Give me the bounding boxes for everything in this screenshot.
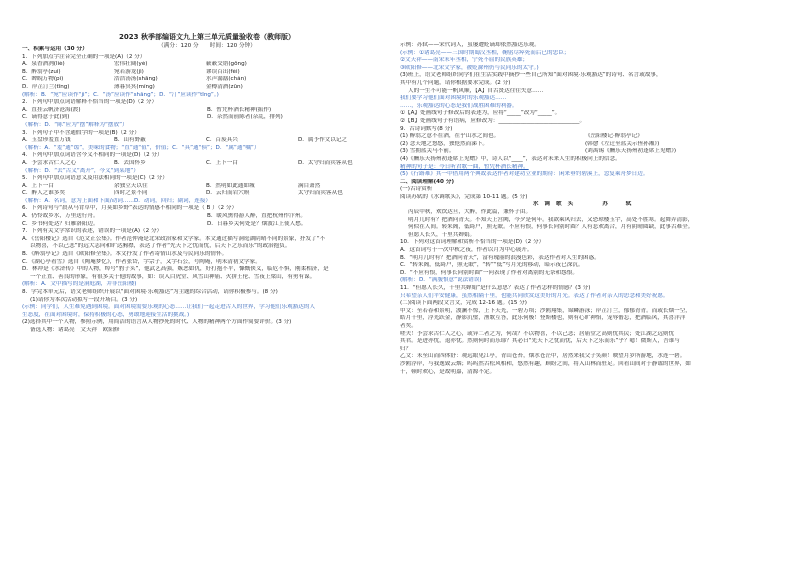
- option-row: [400, 141, 770, 149]
- text-line: 但愿人长久，千里共婵娟。: [408, 231, 476, 238]
- text-line: C．《湖心亭看雪》选自《陶庵梦忆》，作者张岱，字宗子，又字石公，号陶庵，明末清初文学家。: [22, 258, 261, 265]
- text-line: ①【A】处画线句子修改后的表述为，应将“_____”改为“_____”。: [400, 110, 561, 117]
- option-text: (韩愈《左迁至蓝关示侄孙湘》): [585, 140, 660, 147]
- option-text: 薄暮冥冥(míng): [114, 83, 155, 90]
- text-line: A．《岳阳楼记》选自《范文正公集》。作者范仲淹是北宋政治家和文学家。本文通过描写洞庭湖阴晴不同的景象，抒发了“不: [22, 235, 326, 242]
- option-text: 簌簌交错(gōng): [206, 61, 247, 68]
- text-line: 8．学完本单元后，语文老师组织开展以“面对困境·乐观豁达”为主题的综合活动，请你积极参与。(8 分): [22, 289, 278, 295]
- option-text: B．然明如此通如城: [206, 182, 255, 189]
- text-line: 9．古诗词默写(8 分): [400, 125, 453, 132]
- option-text: D．云归而岩穴暝: [206, 190, 250, 197]
- option-text: C．睥睨万物(pì): [22, 76, 64, 83]
- option-text: B．去国怀乡: [114, 159, 146, 166]
- option-text: 谬误百出(fèi): [206, 68, 240, 75]
- text-line: 5．下列句中加点词语意义及用法相同的一项是(C)（2 分）: [22, 175, 168, 182]
- text-line: 其君。是进亦忧，退亦忧。然则何时而乐耶？其必曰“先天下之忧而忧，后天下之乐而乐”乎？噫！微斯人，吾谁与: [400, 338, 680, 345]
- text-line: 精神的句子是：今日听君歌一曲，暂凭杯酒长精神。: [400, 163, 529, 170]
- text-line: D．林冲是《水浒传》中的人物，绰号“豹子头”，他武艺高强，嫉恶如仇，好打抱不平，慷慨侠义，临危不惧，刚柔相济，是: [22, 266, 329, 273]
- text-line: 示例：苏轼——宋代词人，虽屡遭贬谪却依然豁达乐观。: [400, 42, 540, 48]
- text-line: （解析：D．“去”古义“离开”，今义“到某地”）: [22, 167, 139, 174]
- option-text: D．杂然而前陈者(杂乱，排列): [207, 114, 283, 121]
- option-row: [22, 114, 392, 122]
- text-line: B．《醉翁亭记》选自《欧阳修全集》。本文抒发了作者寄情山水及与民同乐的情怀。: [22, 251, 228, 258]
- option-text: B．山有野蔽: [114, 137, 146, 144]
- text-line: C．“转朱阁，低绮户，照无眠”，“转”“低”写月光的移动，暗示夜已深沉。: [400, 262, 584, 269]
- option-text: (3) 雪拥蓝关马不前。: [400, 148, 455, 155]
- text-line: D．“不应有恨，何事长向别时圆”一问表现了作者对离别的无奈和怨恨。: [400, 269, 578, 276]
- option-row: [400, 133, 770, 141]
- option-text: A．上下一白: [22, 182, 54, 189]
- text-line: 归？: [400, 345, 412, 352]
- text-line: ②【B】处画线句子有语病，应修改为：_____________________________。: [400, 117, 586, 124]
- text-line: 明月几时有？把酒问青天。不知天上宫阙，今夕是何年。我欲乘风归去，又恐琼楼玉宇，高处不胜寒。起舞弄清影，: [408, 216, 694, 223]
- option-text: C．乡书何处达？归雁洛阳边。: [22, 220, 99, 227]
- text-line: ③欧阳修——北宋文学家，被贬滁州仍与民同乐的太守。): [400, 64, 539, 71]
- option-text: 太守归而宾客从也: [298, 190, 343, 197]
- text-line: 阅读苏轼的《水调歌头》，完成第 10-11 题。(5 分): [400, 193, 528, 200]
- page-subtitle: （满分：120 分 时间：120 分钟）: [158, 43, 256, 49]
- option-row: [22, 61, 392, 69]
- option-text: A．予尝求古仁人之心: [22, 159, 77, 166]
- text-line: 7．下列有关文学常识的表述，错误的一项是(A)（2 分）: [22, 228, 163, 235]
- option-text: 满目萧然: [298, 182, 321, 189]
- text-line: (解析：D．“满腹恨意”说法错误): [400, 277, 482, 284]
- text-line: 何似在人间。转朱阁，低绮户，照无眠。不应有恨，何事长向别时圆？人有悲欢离合，月有阴晴圆缺，此事古难全。: [408, 224, 694, 231]
- text-line: （解析：A．“羞”通“馐”，美味的食物；“直”通“值”，价值；C．“具”通“俱”；D．“属”通“嘱”）: [22, 144, 260, 151]
- option-text: 宛若游龙(jì): [114, 68, 144, 75]
- text-line: 生态度，在面对困境时，保持积极的心态，勇敢地迎接生活的挑战。): [22, 311, 190, 318]
- option-text: 四时之景不同: [114, 190, 148, 197]
- text-line: 水调歌头 苏 轼: [532, 201, 638, 208]
- option-text: (刘禹锡《酬乐天扬州初逢席上见赠》): [585, 148, 677, 155]
- text-line: 11．“但愿人长久，千里共婵娟”是什么意思？表达了作者怎样的情感？(3 分): [400, 285, 591, 291]
- text-line: (1)请你为本次活动拟写一段开场白。(3 分): [30, 296, 138, 303]
- option-text: C．醉人之谁多矣: [22, 190, 66, 197]
- text-line: ②文天祥——南宋末年丞相，宁死不屈的民族英雄；: [400, 57, 529, 64]
- text-line: 其中有几个问题，请你根据要求完成。(2 分): [400, 79, 511, 86]
- text-line: 丙辰中秋，欢饮达旦，大醉，作此篇，兼怀子由。: [408, 209, 532, 216]
- option-text: 宏伟壮阔(yè): [114, 61, 148, 68]
- option-row: [22, 213, 392, 221]
- text-line: 备选人物：诸葛亮 文天祥 欧阳修: [30, 326, 120, 333]
- text-line: 皓月千里，浮光跃金，静影沉璧，渔歌互答，此乐何极！登斯楼也，则有心旷神怡，宠辱偕忘，把酒临风，其喜洋洋: [400, 315, 686, 322]
- option-text: B．醉翁亭(zuì): [22, 68, 61, 75]
- option-text: 《岳阳楼记·醉翁亭记》: [585, 133, 643, 140]
- text-line: (4)《酬乐天扬州初逢席上见赠》中，诗人以“____”，表达对未来人生的积极向上的信念。: [400, 155, 621, 162]
- text-line: 沙鸥浮岸，与我逸致云烟；呜呜然古松风相和，悠然有趣，顾盼之间，将入山林而驻足。回看山间对于静谧的世界，如: [400, 360, 691, 367]
- option-text: A．泉香酒洌(liè): [22, 61, 65, 68]
- text-line: B．“明月几时有？把酒问青天”，富有瑰丽的浪漫色彩，表达作者对人生的困惑。: [400, 254, 600, 261]
- text-line: 人的一生不可能一帆风顺，【A】自古贤达往往失意……: [408, 87, 544, 94]
- option-row: [400, 148, 770, 156]
- option-text: B．暖风熏得游人醉，直把杭州作汴州。: [207, 213, 306, 220]
- text-line: ……，乐观豁达的心态是我们战胜困难的利器。: [400, 102, 518, 109]
- text-line: (5)《行路难》其一中借用两个典故表达作者对建功立业的期待：闲来垂钓碧溪上，忽复乘舟梦日边。: [400, 171, 649, 178]
- option-text: (1) 醉翁之意不在酒，在乎山水之间也。: [400, 133, 500, 140]
- text-line: 只希望亲人们平安健康，虽然相隔千里，也能共同欣赏这美好的月光。表达了作者对亲人的思念和美好祝愿。: [400, 292, 669, 299]
- text-line: (示例：①诸葛亮——三国时期蜀汉丞相，鞠躬尽瘁死而后已的忠臣；: [400, 49, 570, 56]
- text-line: (解析：B．“宛”应读作“jì”；C．“汤”应读作“shāng”；D．“汀”应读作“tīng”。): [22, 91, 219, 98]
- text-line: 6．下列诗句与“晨从马背草中，月莫如乡野”表达的情感不相同的一项是（ B ）（2 分）: [22, 205, 238, 212]
- option-text: 浩浩汤汤(shāng): [114, 76, 158, 83]
- text-line: 者矣。: [400, 322, 417, 329]
- option-row: [22, 221, 392, 229]
- text-line: 我们要学习他们面对困境时的乐观豁达……: [400, 95, 507, 102]
- text-line: (一)古诗赏析: [400, 186, 433, 193]
- option-row: [22, 107, 392, 115]
- text-line: 乙文：未至山而四体舒：观远眼见江亭，青山苍苔，烟水苍茫中，居然来我父子笑颜！映望月岁所游地，水连一碧。: [400, 353, 686, 360]
- text-line: 1．下列加点字注音完全正确的一项是(A)（2 分）: [22, 53, 146, 60]
- section-heading: 二、阅读理解(40 分): [400, 178, 455, 185]
- text-line: 4．下列句中加点词语含今义不相同的一项是(D)（2 分）: [22, 152, 163, 159]
- option-text: C．谪得意于此(到): [22, 114, 70, 121]
- text-line: 2．下列句中加点词语解释不恰当的一项是(D)（2 分）: [22, 99, 158, 106]
- text-line: (解析：A．文中描写的是洞庭湖，并非岳阳楼): [22, 281, 137, 288]
- right-column: [400, 42, 770, 376]
- option-row: [22, 84, 392, 92]
- text-line: A．这首词写于一次中秋之夜，作者以月为中心展开。: [400, 247, 533, 254]
- option-row: [22, 69, 392, 77]
- option-text: C．百废具兴: [206, 137, 238, 144]
- option-text: D．日暮乡关何处是？烟波江上使人愁。: [207, 220, 307, 227]
- option-row: [22, 183, 392, 191]
- option-text: 水声潺潺(chán): [206, 76, 247, 83]
- text-line: 一个正直、善良的形象，有很多关于他的故事，如：误入白虎堂、风雪山神庙、火拼王伦、雪夜上梁山，有勇有谋。: [30, 273, 316, 280]
- page-title: 2023 秋季部编语文九上第三单元质量验收卷（教师版）: [119, 33, 295, 41]
- option-row: [22, 137, 392, 145]
- text-line: 以物喜，不以己悲”的远大志向和旷达胸襟，表达了作者“先天下之忧而忧，后天下之乐而乐”的政治抱负。: [30, 243, 291, 250]
- text-line: (二)阅读下面两段文言文，完成 12-16 题。(15 分): [400, 300, 527, 307]
- text-line: （解析：A．名词，意为上面和下面/动词……D．动词，回归；副词，连接）: [22, 197, 212, 204]
- option-text: D．太守归而宾客从也: [298, 159, 353, 166]
- option-text: 余独立天以往: [114, 182, 148, 189]
- option-text: D．属予作文以记之: [298, 137, 348, 144]
- text-line: 嗟夫！予尝求古仁人之心，或异二者之为，何哉？不以物喜，不以己悲；居庙堂之高则忧其民；处江湖之远则忧: [400, 330, 675, 337]
- option-text: A．玉盘珍羞直万钱: [22, 137, 71, 144]
- option-row: [22, 160, 392, 168]
- option-text: 金樽清酒(zūn): [206, 83, 243, 90]
- option-text: B．暂凭杯酒长精神(振作): [207, 106, 272, 113]
- text-line: 10．下列对这首词理解和赏析不恰当的一项是(D)（2 分）: [400, 239, 545, 246]
- text-line: 千，顿时欢心，是故明嘉，清源不定。: [400, 368, 496, 375]
- option-text: A．直挂云帆济沧海(渡): [22, 106, 81, 113]
- option-row: [22, 190, 392, 198]
- option-text: C．上下一白: [206, 159, 238, 166]
- section-heading: 一、积累与运用（30 分）: [22, 46, 88, 52]
- option-text: A．仍怜故乡水，万里送行舟。: [22, 213, 99, 220]
- text-line: (3)班上，语文老师组织同学们在生活实践中摘抄一些自己所知“面对困境·乐观豁达”的诗句、名言或故事，: [400, 72, 662, 79]
- text-line: 3．下列句子中不含通假字的一项是(B)（2 分）: [22, 129, 140, 136]
- text-line: 甲文：至若春和景明，波澜不惊，上下天光，一碧万顷；沙鸥翔集，锦鳞游泳；岸芷汀兰，郁郁青青。而或长烟一空，: [400, 307, 691, 314]
- text-line: （解析：D．“陈”应为“摆”解释为“摆放”）: [22, 121, 128, 128]
- text-line: (示例：同学们，人生难免遇到困境。面对困境需要乐观的心态……让我们一起走进古人的世界，学习他们乐观豁达的人: [22, 304, 316, 311]
- left-column: [22, 46, 392, 335]
- option-text: D．岸芷汀兰(tīng): [22, 83, 70, 90]
- option-text: (2) 念天地之悠悠，独怆然而涕下。: [400, 140, 489, 147]
- option-row: [22, 76, 392, 84]
- text-line: (2)选择其中一个人物，参照示例，用简洁的语言从人物抄死的时代、人物的精神两个方面作简要评价。(3 分): [22, 319, 292, 326]
